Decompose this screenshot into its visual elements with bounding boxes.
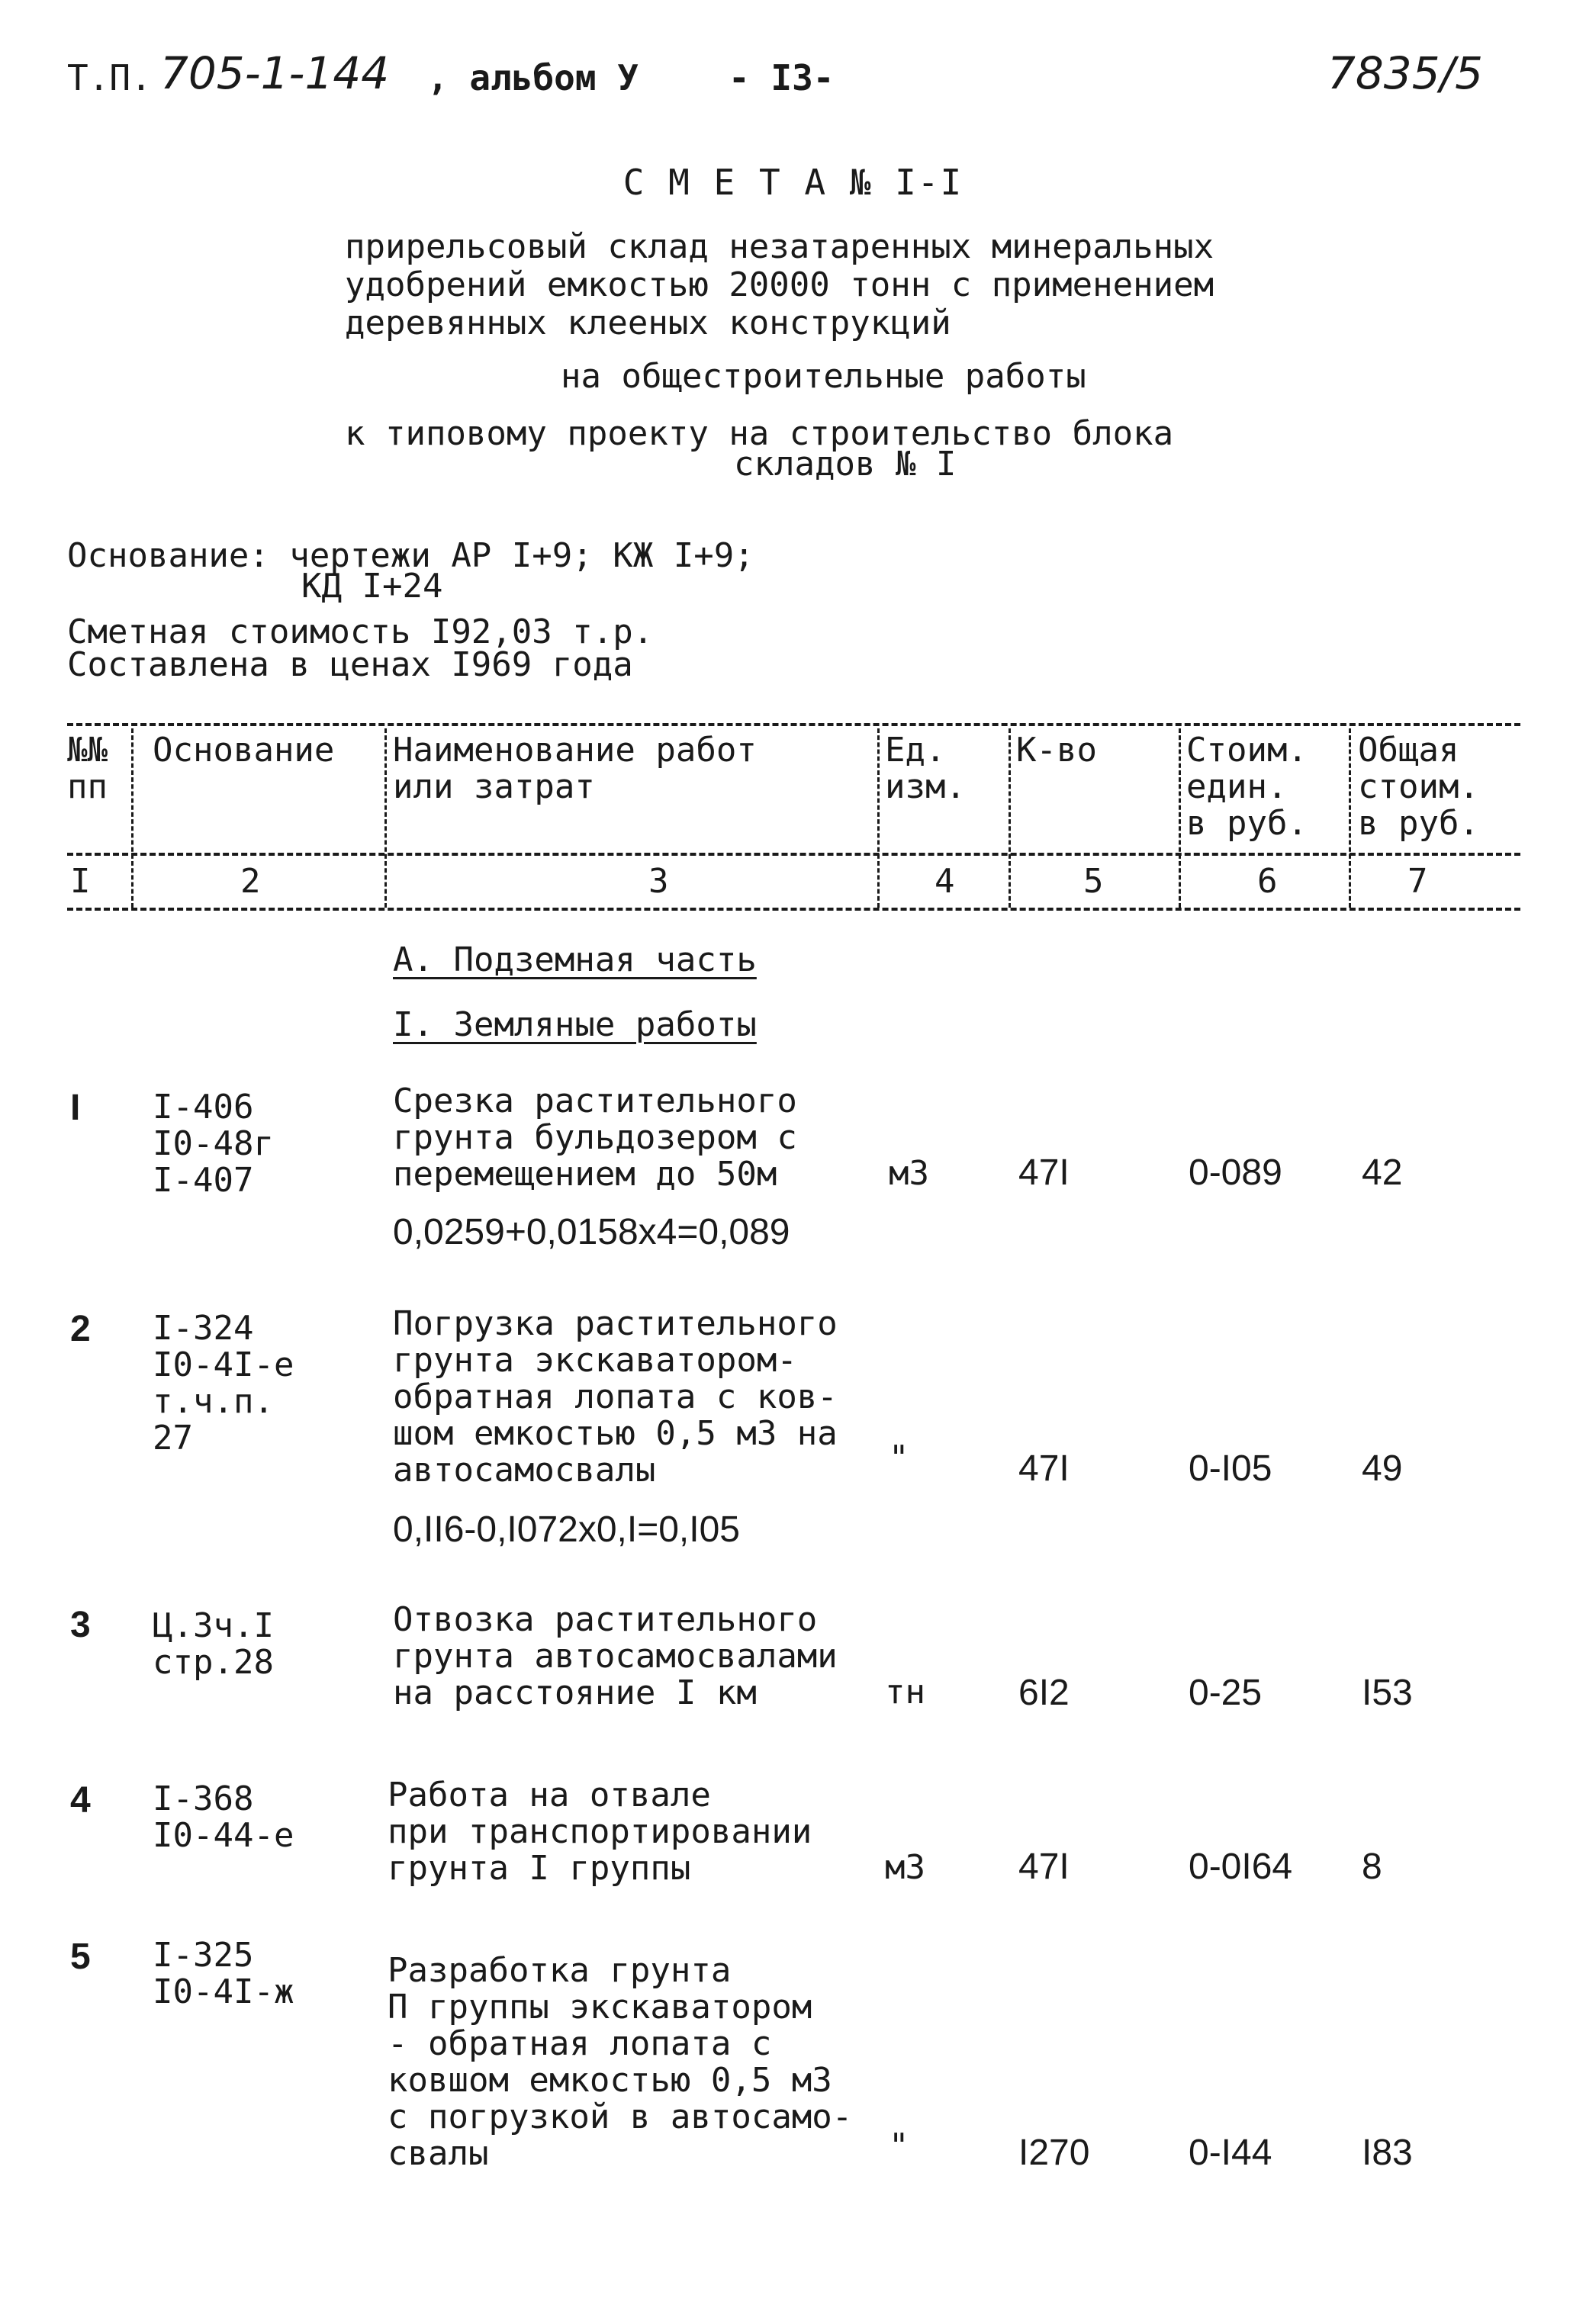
row-1-unit-price: 0-089 — [1189, 1152, 1282, 1193]
estimate-prices-year: Составлена в ценах I969 года — [67, 645, 633, 684]
col-sep-3 — [877, 728, 880, 908]
col-sep-2 — [384, 728, 387, 908]
row-3-number: 3 — [70, 1605, 91, 1645]
row-5-unit-price: 0-I44 — [1189, 2133, 1272, 2173]
row-3-unit-price: 0-25 — [1189, 1673, 1263, 1713]
row-1-number: I — [70, 1088, 81, 1128]
title-line-3: деревянных клееных конструкций — [345, 304, 951, 342]
row-3-total: I53 — [1362, 1673, 1413, 1713]
row-1-basis: I-406 I0-48г I-407 — [153, 1088, 274, 1200]
row-2-total: 49 — [1362, 1448, 1403, 1489]
row-5-basis: I-325 I0-4I-ж — [153, 1936, 294, 2011]
table-colnum-rule — [67, 908, 1520, 911]
colnum-5: 5 — [1083, 862, 1104, 901]
row-1-qty: 47I — [1018, 1152, 1070, 1193]
col-sep-1 — [131, 728, 134, 908]
row-3-basis: Ц.3ч.I стр.28 — [153, 1606, 274, 1682]
tp-label: Т.П. — [67, 57, 152, 98]
row-2-qty: 47I — [1018, 1448, 1070, 1489]
col-sep-6 — [1349, 728, 1351, 908]
header-col-basis: Основание — [153, 731, 335, 770]
row-5-name: Разработка грунта П группы экскаватором - обратная лопата с ковшом емкостью 0,5 м3 с погрузкой в автосамо- свалы — [388, 1951, 853, 2173]
row-5-qty: I270 — [1018, 2133, 1090, 2173]
estimate-cost: Сметная стоимость I92,03 т.р. — [67, 612, 654, 651]
title-line-5: к типовому проекту на строительство блока — [345, 414, 1174, 453]
page-number: - I3- — [729, 57, 835, 98]
row-4-number: 4 — [70, 1780, 91, 1821]
album-label: , альбом У — [427, 57, 639, 98]
col-sep-4 — [1009, 728, 1011, 908]
row-4-total: 8 — [1362, 1847, 1382, 1887]
basis-drawings: Основание: чертежи АР I+9; КЖ I+9; — [67, 536, 754, 575]
row-2-basis: I-324 I0-4I-е т.ч.п. 27 — [153, 1309, 294, 1458]
row-3-unit: тн — [885, 1673, 925, 1712]
title-line-2: удобрений емкостью 20000 тонн с применением — [345, 265, 1214, 304]
header-col-number: №№ пп — [67, 731, 108, 806]
header-col-qty: К-во — [1016, 731, 1097, 770]
row-5-number: 5 — [70, 1937, 91, 1977]
row-5-unit: " — [889, 2126, 909, 2165]
row-4-name: Работа на отвале при транспортировании грунта I группы — [388, 1776, 812, 1888]
table-top-rule — [67, 723, 1520, 726]
colnum-4: 4 — [935, 862, 955, 901]
basis-drawings-cont: КД I+24 — [301, 567, 443, 606]
header-col-unit-price: Стоим. един. в руб. — [1186, 731, 1308, 843]
header-col-unit: Ед. изм. — [885, 731, 966, 806]
section-heading-a: А. Подземная часть — [393, 940, 757, 979]
estimate-heading: С М Е Т А № I-I — [622, 162, 964, 203]
row-4-qty: 47I — [1018, 1847, 1070, 1887]
row-4-unit: м3 — [885, 1848, 925, 1887]
row-2-number: 2 — [70, 1309, 91, 1349]
section-heading-1: I. Земляные работы — [393, 1005, 757, 1044]
colnum-2: 2 — [240, 862, 261, 901]
colnum-7: 7 — [1407, 862, 1428, 901]
title-line-1: прирельсовый склад незатаренных минеральных — [345, 227, 1214, 266]
title-line-6: складов № I — [734, 445, 957, 484]
header-col-total: Общая стоим. в руб. — [1358, 731, 1479, 843]
row-3-qty: 6I2 — [1018, 1673, 1070, 1713]
header-col-name: Наименование работ или затрат — [393, 731, 757, 806]
tp-number: 705-1-144 — [160, 47, 390, 99]
row-2-unit-price: 0-I05 — [1189, 1448, 1272, 1489]
sheet-code: 7835/5 — [1327, 47, 1484, 99]
row-1-total: 42 — [1362, 1152, 1403, 1193]
table-header-rule — [67, 853, 1520, 856]
colnum-6: 6 — [1257, 862, 1278, 901]
row-2-note: 0,II6-0,I072x0,I=0,I05 — [393, 1509, 740, 1550]
title-line-4: на общестроительные работы — [561, 357, 1086, 396]
row-2-unit: " — [889, 1438, 909, 1477]
row-5-total: I83 — [1362, 2133, 1413, 2173]
row-4-basis: I-368 I0-44-е — [153, 1779, 294, 1855]
colnum-3: 3 — [648, 862, 669, 901]
colnum-1: I — [70, 862, 91, 901]
col-sep-5 — [1179, 728, 1181, 908]
row-1-unit: м3 — [889, 1154, 929, 1193]
row-2-name: Погрузка растительного грунта экскаватором- обратная лопата с ков- шом емкостью 0,5 м3 на автосамосвалы — [393, 1304, 838, 1490]
row-1-name: Срезка растительного грунта бульдозером с перемещением до 50м — [393, 1082, 797, 1194]
row-4-unit-price: 0-0I64 — [1189, 1847, 1293, 1887]
row-3-name: Отвозка растительного грунта автосамосвалами на расстояние I км — [393, 1600, 838, 1712]
row-1-note: 0,0259+0,0158x4=0,089 — [393, 1212, 790, 1252]
